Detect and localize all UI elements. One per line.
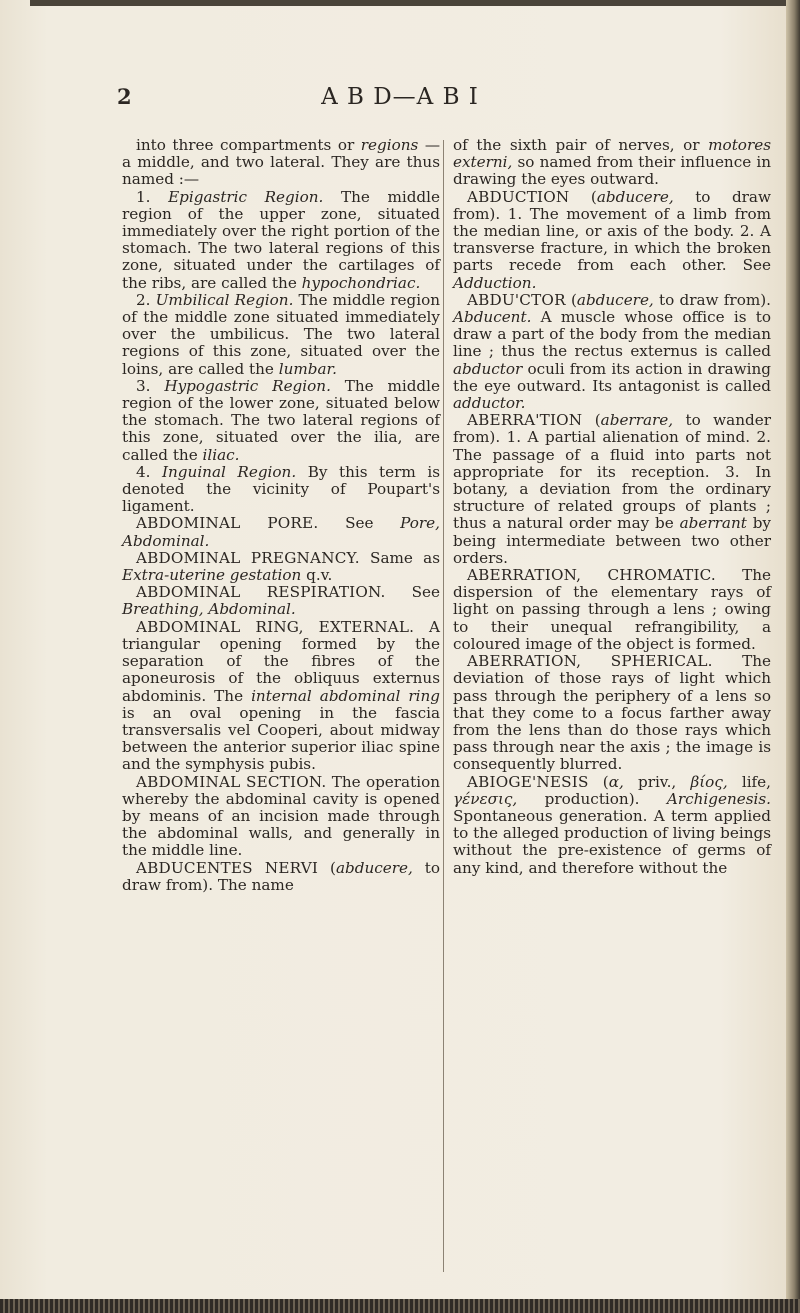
italic-text: α, (608, 772, 624, 791)
entry-abducentes-cont (453, 137, 771, 189)
italic-text: Abducent. (453, 308, 532, 327)
entry-text: The deviation of those rays of light which pass through the periphery of a lens so that they come to a focus farther away from the lens than do those rays which pass through near the axis ; the image is consequently blurred. (453, 652, 771, 774)
entry-text: to draw from). The name (122, 858, 440, 894)
entry-text: 2. (136, 290, 156, 309)
entry-text: 4. (136, 462, 163, 481)
entry-abdominal-pore (122, 515, 440, 549)
entry-text: ( (582, 411, 601, 430)
italic-text: Umbilical Region. (155, 290, 294, 309)
entry-text: The operation whereby the abdominal cavity is opened by means of an incision made through the abdominal walls, and generally in the middle line. (122, 772, 440, 860)
entry-text: 1. (136, 187, 169, 206)
italic-text: hypochondriac. (301, 273, 421, 292)
headword: ABDUCTION (467, 187, 570, 206)
entry-epigastric (122, 189, 440, 292)
entry-text: into three compartments or (136, 136, 361, 154)
italic-text: Hypogastric Region. (164, 376, 331, 395)
italic-text: Archigenesis. (666, 789, 771, 808)
headword: ABDOMINAL PREGNANCY. (136, 548, 360, 567)
headword: ABDOMINAL PORE. (136, 514, 319, 533)
entry-aberration-chromatic (453, 567, 771, 653)
headword: ABERRATION, SPHERICAL. (467, 652, 713, 671)
entry-abdominal-section (122, 774, 440, 860)
italic-text: regions (360, 136, 419, 154)
entry-text: The middle region of the upper zone, situated immediately over the right portion of the stomach. The two lateral regions of this zone, situated under the cartilages of the ribs, are called the (122, 187, 441, 292)
italic-text: abducere, (576, 290, 654, 309)
italic-text: aberrare, (600, 411, 674, 430)
headword: ABIOGE'NESIS (467, 772, 589, 791)
entry-text: oculi from its action in drawing the eye outward. Its antagonist is called (453, 359, 771, 395)
entry-abduction (453, 189, 771, 292)
entry-text: See (385, 583, 440, 602)
entry-inguinal (122, 464, 440, 516)
headword: ABERRATION, CHROMATIC. (467, 566, 716, 585)
headword: ABDOMINAL SECTION. (136, 772, 327, 791)
entry-text: The middle region of the lower zone, situated below the stomach. The two lateral regions of this zone, situated over the ilia, are called the (122, 376, 441, 464)
entry-aberration (453, 412, 771, 567)
entry-text: ( (565, 290, 577, 309)
italic-text: Adduction. (453, 273, 537, 292)
headword: ABDOMINAL RESPIRATION. (136, 583, 386, 602)
italic-text: abducere, (335, 858, 413, 877)
page-top-edge (30, 0, 800, 6)
entry-text: production). (517, 789, 667, 808)
italic-text: aberrant (679, 514, 747, 533)
entry-text: life, (727, 772, 771, 791)
left-column (122, 137, 440, 894)
entry-text: priv., (623, 772, 691, 791)
headword: ABDOMINAL RING, EXTERNAL. (136, 617, 415, 636)
entry-text: Same as (359, 548, 440, 567)
page-binding-edge (786, 0, 800, 1313)
headword: ABERRA'TION (467, 411, 583, 430)
italic-text: motores externi, (453, 136, 771, 172)
entry-text: The middle region of the middle zone situated immediately over the umbilicus. The two lateral regions of this zone, situated over the loins, are called the (122, 290, 440, 378)
entry-abdominal-pregnancy (122, 550, 440, 584)
entry-text: q.v. (301, 566, 333, 585)
italic-text: Pore, Abdominal. (122, 514, 440, 550)
italic-text: abductor (453, 359, 523, 378)
entry-text: by being intermediate between two other orders. (453, 514, 771, 567)
entry-text: to wander from). 1. A partial alienation of mind. 2. The passage of a fluid into parts not appropriate for its reception. 3. In botany, a deviation from the ordinary structure of related groups of plants ; thus a natural order may be (453, 411, 771, 533)
entry-text: so named from their influence in drawing the eyes outward. (453, 153, 771, 189)
entry-regions-intro (122, 137, 440, 189)
italic-text: iliac. (202, 445, 240, 464)
running-head: A B D—A B I (321, 84, 479, 110)
entry-abiogenesis (453, 774, 771, 877)
entry-abducentes (122, 860, 440, 894)
entry-text: is an oval opening in the fascia transversalis vel Cooperi, about midway between the anterior superior iliac spine and the symphysis pubis. (122, 703, 440, 774)
entry-abdominal-ring (122, 619, 440, 774)
entry-text: ( (318, 858, 336, 877)
italic-text: γένεσις, (453, 789, 518, 808)
headword: ABDUCENTES NERVI (136, 858, 319, 877)
page-bottom-edge (0, 1299, 800, 1313)
entry-text: to draw from). 1. The movement of a limb from the median line, or axis of the body. 2. A transverse fracture, in which the broken parts recede from each other. See (453, 187, 771, 275)
italic-text: Extra-uterine gestation (122, 566, 302, 585)
entry-text: A triangular opening formed by the separation of the fibres of the aponeurosis of the obliquus externus abdominis. The (122, 617, 440, 705)
italic-text: βίος, (690, 772, 728, 791)
italic-text: Breathing, Abdominal. (122, 600, 296, 619)
entry-text: —a middle, and two lateral. They are thus named :— (122, 136, 441, 189)
italic-text: abducere, (596, 187, 674, 206)
entry-text: of the sixth pair of nerves, or (453, 136, 709, 154)
entry-aberration-spherical (453, 653, 771, 773)
entry-text: 3. (136, 376, 165, 395)
entry-text: See (318, 514, 401, 533)
entry-text: The dispersion of the elementary rays of light on passing through a lens ; owing to their unequal refrangibility, a coloured image of the object is formed. (453, 566, 772, 653)
italic-text: adductor. (453, 394, 526, 413)
entry-text: to draw from). (653, 290, 771, 309)
page-header (0, 84, 800, 114)
italic-text: Epigastric Region. (168, 187, 324, 206)
headword: ABDU'CTOR (467, 290, 566, 309)
italic-text: internal abdominal ring (251, 686, 440, 705)
entry-text: By this term is denoted the vicinity of Poupart's ligament. (122, 462, 440, 516)
entry-umbilical (122, 292, 440, 378)
italic-text: Inguinal Region. (162, 462, 297, 481)
entry-abductor (453, 292, 771, 412)
entry-abdominal-respiration (122, 584, 440, 618)
italic-text: lumbar. (278, 359, 337, 378)
entry-text: Spontaneous generation. A term applied to the alleged production of living beings without the pre-existence of germs of any kind, and therefore without the (453, 806, 771, 877)
column-divider (443, 140, 444, 1272)
page-number: 2 (117, 84, 132, 109)
entry-text: ( (588, 772, 609, 791)
entry-text: A muscle whose office is to draw a part of the body from the median line ; thus the rectus externus is called (453, 308, 771, 361)
entry-hypogastric (122, 378, 440, 464)
entry-text: ( (569, 187, 597, 206)
right-column (453, 137, 771, 877)
